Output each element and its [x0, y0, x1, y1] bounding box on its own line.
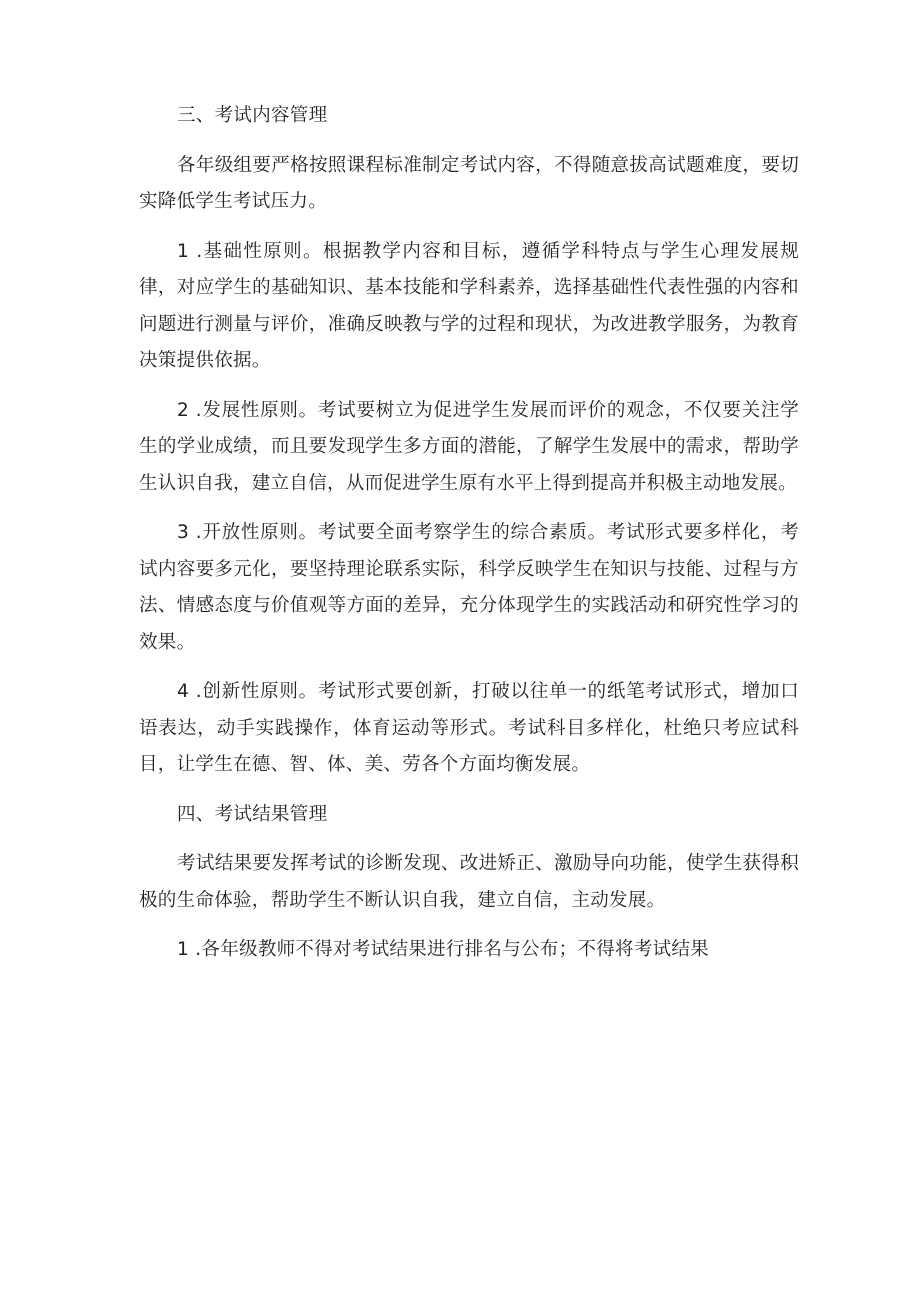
paragraph-result-rule-1: 1 .各年级教师不得对考试结果进行排名与公布；不得将考试结果 — [177, 939, 710, 960]
paragraph-principle-innovation: 4 .创新性原则。考试形式要创新，打破以往单一的纸笔考试形式，增加口语表达，动手实践操作，体育运动等形式。考试科目多样化，杜绝只考应试科目，让学生在德、智、体、美、劳各个方面均衡发展。 — [139, 681, 799, 775]
paragraph-principle-openness: 3 .开放性原则。考试要全面考察学生的综合素质。考试形式要多样化，考试内容要多元化，要坚持理论联系实际，科学反映学生在知识与技能、过程与方法、情感态度与价值观等方面的差异，充分体现学生的实践活动和研究性学习的效果。 — [139, 522, 799, 653]
section-heading-result-management: 四、考试结果管理 — [177, 803, 328, 825]
paragraph-principle-basic: 1 .基础性原则。根据教学内容和目标，遵循学科特点与学生心理发展规律，对应学生的基础知识、基本技能和学科素养，选择基础性代表性强的内容和问题进行测量与评价，准确反映教与学的过程和现状，为改进教学服务，为教育决策提供依据。 — [139, 240, 799, 371]
paragraph-result-intro: 考试结果要发挥考试的诊断发现、改进矫正、激励导向功能，使学生获得积极的生命体验，帮助学生不断认识自我，建立自信，主动发展。 — [139, 853, 799, 911]
paragraph-principle-development: 2 .发展性原则。考试要树立为促进学生发展而评价的观念，不仅要关注学生的学业成绩，而且要发现学生多方面的潜能，了解学生发展中的需求，帮助学生认识自我，建立自信，从而促进学生原有水平上得到提高并积极主动地发展。 — [139, 399, 799, 494]
section-heading-content-management: 三、考试内容管理 — [177, 105, 328, 126]
paragraph-content-intro: 各年级组要严格按照课程标准制定考试内容，不得随意拔高试题难度，要切实降低学生考试压力。 — [139, 154, 799, 212]
document-body — [139, 98, 799, 982]
